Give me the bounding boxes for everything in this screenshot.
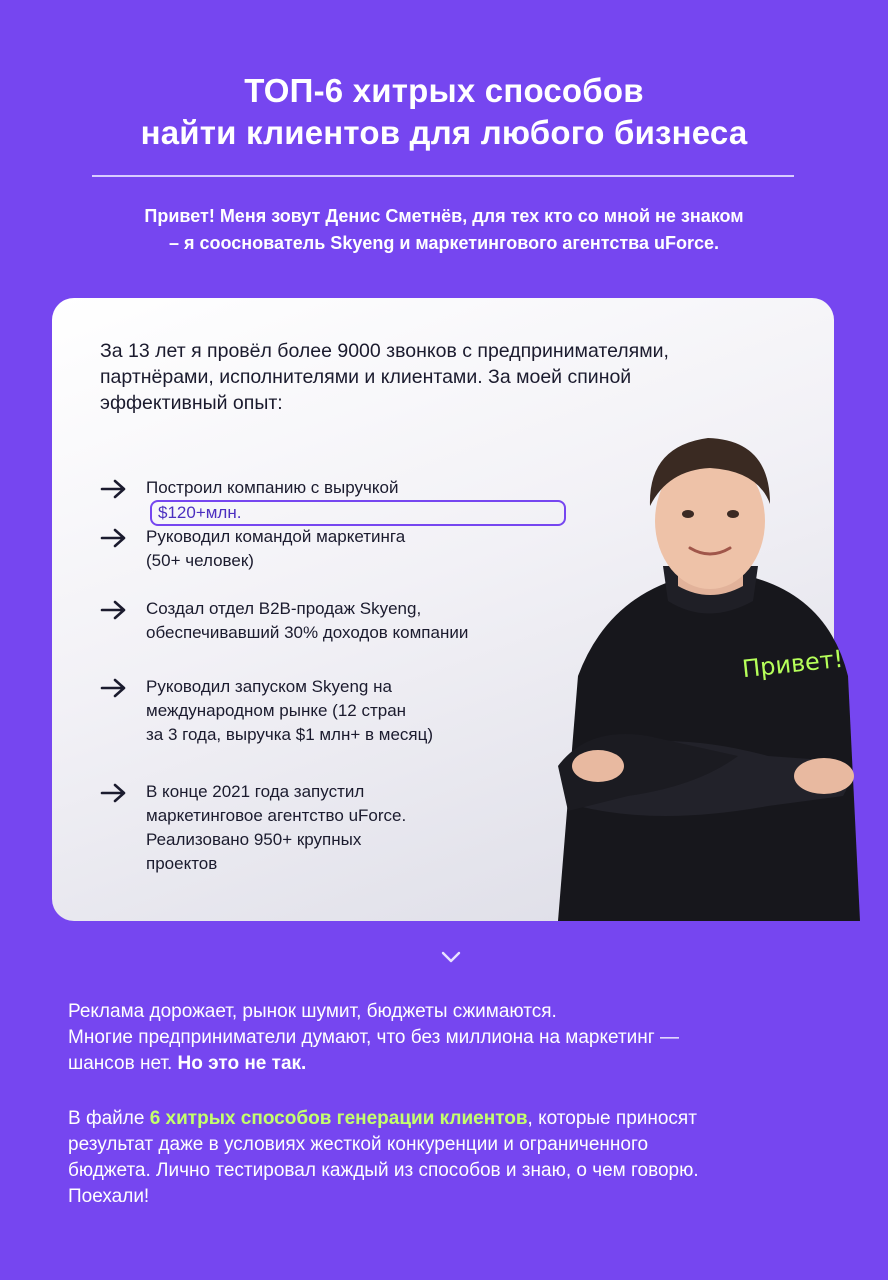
achievement-text: международном рынке (12 стран xyxy=(146,701,407,720)
bio-card xyxy=(52,298,845,921)
paragraph-file xyxy=(68,1106,828,1210)
achievement-text: обеспечивавший 30% доходов компании xyxy=(146,623,469,642)
arrow-right-icon xyxy=(100,478,128,500)
achievement-text: проектов xyxy=(146,854,218,873)
intro-line-1: Привет! Меня зовут Денис Сметнёв, для тех кто со мной не знаком xyxy=(144,206,744,226)
arrow-right-icon xyxy=(100,677,128,699)
paragraph-line: Многие предприниматели думают, что без миллиона на маркетинг — xyxy=(68,1027,679,1048)
paragraph-market xyxy=(68,999,828,1077)
highlight-text: 6 хитрых способов генерации клиентов xyxy=(149,1108,528,1129)
divider xyxy=(92,175,794,177)
page-title xyxy=(0,70,888,154)
achievement-text: за 3 года, выручка $1 млн+ в месяц) xyxy=(146,725,434,744)
revenue-badge: $120+млн. xyxy=(150,500,566,526)
achievement-text: маркетинговое агентство uForce. xyxy=(146,806,407,825)
chevron-down-icon xyxy=(440,950,462,964)
bio-lead xyxy=(100,338,760,416)
paragraph-line: шансов нет. xyxy=(68,1053,178,1074)
bio-lead-line-1: За 13 лет я провёл более 9000 звонков с предпринимателями, xyxy=(100,340,669,362)
title-line-2: найти клиентов для любого бизнеса xyxy=(140,114,748,151)
achievement-text: (50+ человек) xyxy=(146,551,254,570)
paragraph-line: результат даже в условиях жесткой конкуренции и ограниченного xyxy=(68,1134,649,1155)
intro-line-2: – я сооснователь Skyeng и маркетингового агентства uForce. xyxy=(168,233,720,253)
emphasis-text: Но это не так. xyxy=(177,1053,307,1074)
arrow-right-icon xyxy=(100,527,128,549)
achievement-text: Создал отдел B2B-продаж Skyeng, xyxy=(146,599,422,618)
bio-lead-line-2: партнёрами, исполнителями и клиентами. За моей спиной xyxy=(100,366,632,388)
achievement-text: Руководил командой маркетинга xyxy=(146,527,406,546)
paragraph-line: В файле xyxy=(68,1108,150,1129)
paragraph-line: , которые приносят xyxy=(527,1108,697,1129)
intro-text xyxy=(40,203,848,257)
paragraph-line: Поехали! xyxy=(68,1186,150,1207)
arrow-right-icon xyxy=(100,782,128,804)
achievement-text: Построил компанию с выручкой xyxy=(146,478,399,497)
achievement-text: Реализовано 950+ крупных xyxy=(146,830,362,849)
photo-caption: Привет! xyxy=(740,644,845,684)
title-line-1: ТОП-6 хитрых способов xyxy=(244,72,644,109)
bio-lead-line-3: эффективный опыт: xyxy=(100,392,283,414)
paragraph-line: бюджета. Лично тестировал каждый из способов и знаю, о чем говорю. xyxy=(68,1160,699,1181)
achievement-text: Руководил запуском Skyeng на xyxy=(146,677,392,696)
paragraph-line: Реклама дорожает, рынок шумит, бюджеты сжимаются. xyxy=(68,1001,557,1022)
arrow-right-icon xyxy=(100,599,128,621)
achievement-text: В конце 2021 года запустил xyxy=(146,782,365,801)
